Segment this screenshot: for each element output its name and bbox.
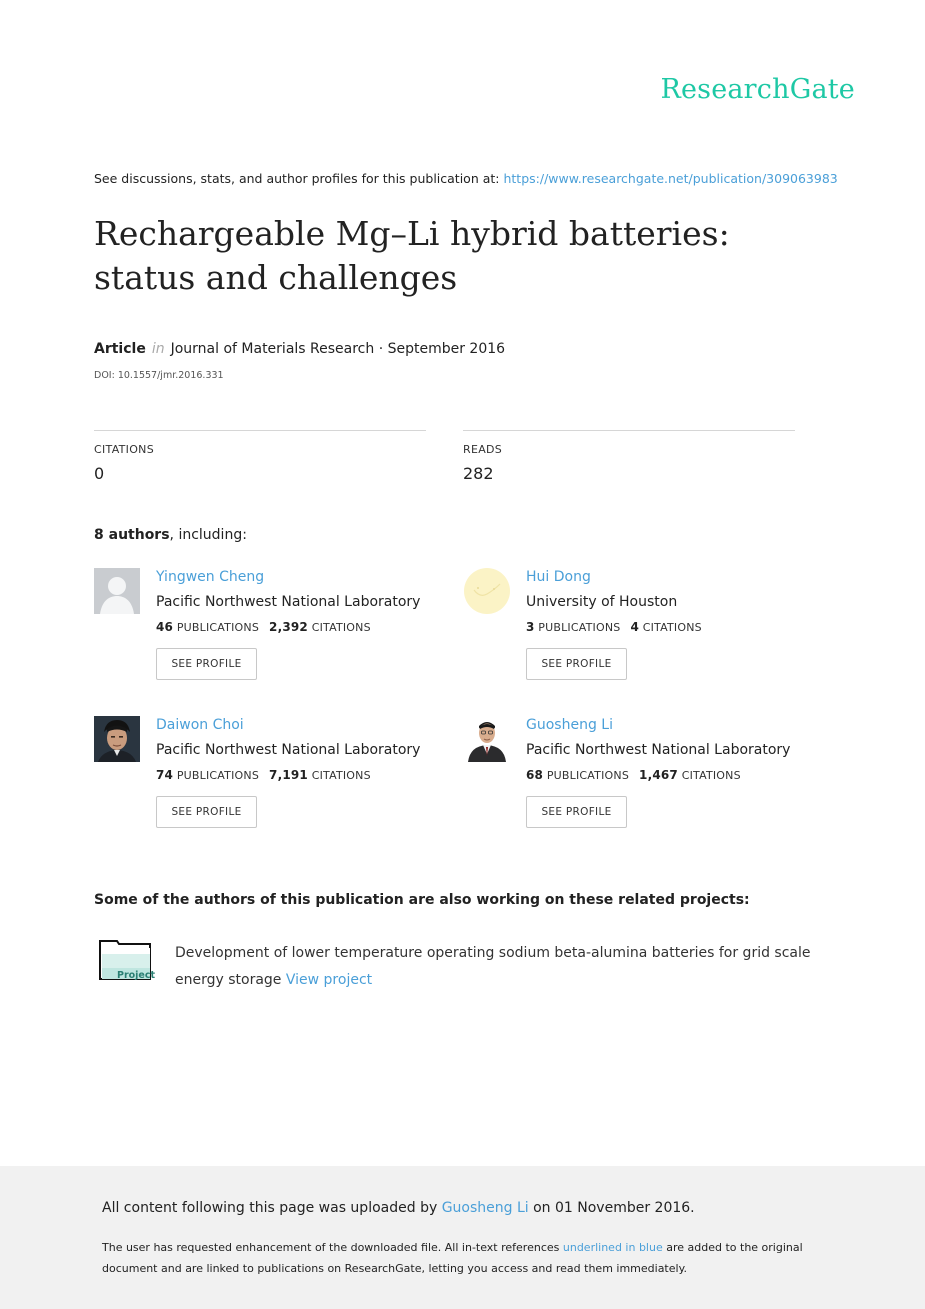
photo-avatar-icon[interactable] [464,716,510,762]
citations-label: CITATIONS [311,621,371,634]
pale-yellow-avatar-icon[interactable] [464,568,510,614]
publication-count: 3 [526,620,535,634]
publications-label: PUBLICATIONS [176,621,260,634]
uploaded-suffix: on 01 November 2016. [528,1200,695,1216]
publications-label: PUBLICATIONS [538,621,621,634]
reads-label: READS [463,443,503,456]
note-part1: The user has requested enhancement of the downloaded file. All in-text references [102,1241,563,1254]
author-stats [526,768,790,782]
publication-count: 74 [156,768,174,782]
authors-count: 8 authors [94,527,170,543]
project-icon-label: Project [117,970,156,981]
author-stats [156,620,420,634]
uploaded-line [102,1200,695,1216]
project-folder-icon [99,940,156,981]
related-projects-heading: Some of the authors of this publication are also working on these related projects: [94,892,750,908]
citations-value: 0 [94,464,105,483]
researchgate-logo[interactable]: ResearchGate [660,74,855,105]
photo-avatar-icon[interactable] [94,716,140,762]
publication-link[interactable]: https://www.researchgate.net/publication/309063983 [503,171,838,186]
author-card [464,716,804,846]
project-item [175,940,825,994]
authors-heading-rest: , including: [169,527,247,543]
authors-heading [94,527,247,543]
author-card [464,568,804,698]
citations-label: CITATIONS [681,769,741,782]
citations-stat [94,430,426,483]
uploaded-prefix: All content following this page was uploaded by [102,1200,442,1216]
author-institution: Pacific Northwest National Laboratory [156,742,421,758]
uploader-link[interactable]: Guosheng Li [441,1200,529,1216]
intro-line [94,171,838,186]
publications-label: PUBLICATIONS [176,769,260,782]
reads-stat [463,430,795,483]
citations-label: CITATIONS [94,443,154,456]
project-description: Development of lower temperature operating sodium beta-alumina batteries for grid scale energy storage [175,945,811,988]
footer [0,1166,925,1309]
citations-label: CITATIONS [642,621,702,634]
see-profile-button[interactable]: SEE PROFILE [156,796,257,828]
publications-label: PUBLICATIONS [546,769,630,782]
author-name-link[interactable]: Guosheng Li [526,717,613,733]
citation-count: 7,191 [269,768,308,782]
author-institution: Pacific Northwest National Laboratory [156,594,421,610]
see-profile-button[interactable]: SEE PROFILE [526,648,627,680]
default-user-avatar-icon[interactable] [94,568,140,614]
author-card [94,568,434,698]
citation-count: 1,467 [639,768,678,782]
author-stats [156,768,420,782]
reads-value: 282 [463,464,494,483]
page-title: Rechargeable Mg–Li hybrid batteries: status and challenges [94,214,730,297]
author-card [94,716,434,846]
citation-count: 2,392 [269,620,308,634]
see-profile-button[interactable]: SEE PROFILE [526,796,627,828]
author-institution: Pacific Northwest National Laboratory [526,742,791,758]
author-name-link[interactable]: Daiwon Choi [156,717,244,733]
author-institution: University of Houston [526,594,678,610]
note-part2: are added to the original document and are linked to publications on ResearchGate, letting you access and read them immediately. [102,1241,803,1275]
publication-venue: Journal of Materials Research · September 2016 [170,341,506,357]
see-profile-button[interactable]: SEE PROFILE [156,648,257,680]
citations-label: CITATIONS [311,769,371,782]
citation-count: 4 [630,620,640,634]
intro-text: See discussions, stats, and author profiles for this publication at: [94,171,504,186]
publication-type: Article [94,341,146,357]
note-link-text: underlined in blue [562,1241,663,1254]
author-name-link[interactable]: Hui Dong [526,569,591,585]
author-stats [526,620,702,634]
view-project-link[interactable]: View project [285,972,373,988]
publication-meta [94,341,505,357]
publication-count: 68 [526,768,544,782]
publication-count: 46 [156,620,174,634]
doi: DOI: 10.1557/jmr.2016.331 [94,370,224,381]
author-name-link[interactable]: Yingwen Cheng [156,569,265,585]
meta-in: in [151,341,165,357]
enhancement-note [102,1237,842,1279]
